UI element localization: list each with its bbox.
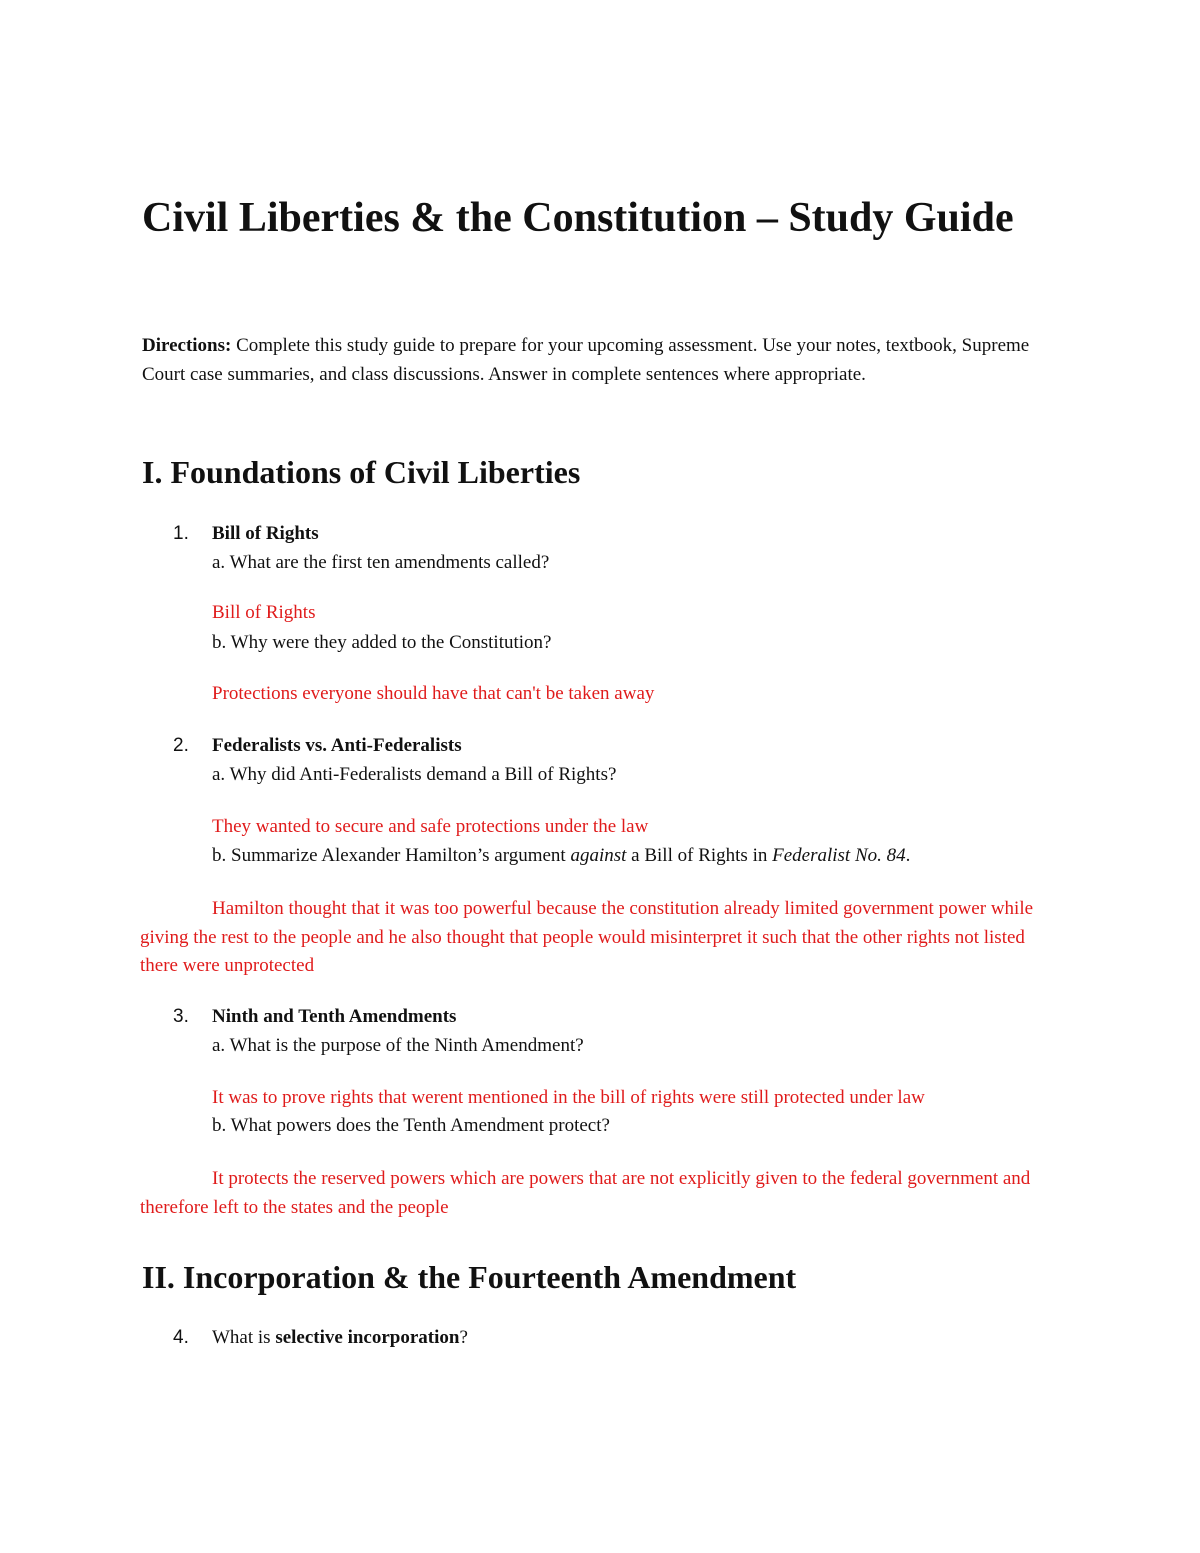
answer-paragraph: Hamilton thought that it was too powerful because the constitution already limited government power while giving the rest to the people and he also thought that people would misinterpret it such that the other rights not listed there were unprotected xyxy=(140,898,1034,976)
item-topic: Federalists vs. Anti-Federalists xyxy=(212,735,462,756)
question-text: a. What is the purpose of the Ninth Amendment? xyxy=(212,1035,584,1056)
question-text: What is selective incorporation? xyxy=(212,1327,468,1348)
answer-text: Protections everyone should have that can't be taken away xyxy=(212,683,655,704)
question-text: b. What powers does the Tenth Amendment protect? xyxy=(212,1115,610,1136)
section-heading-incorporation: II. Incorporation & the Fourteenth Amendment xyxy=(142,1259,797,1295)
item-number: 3. xyxy=(173,1006,189,1027)
question-text: a. Why did Anti-Federalists demand a Bill of Rights? xyxy=(212,764,617,785)
question-text: b. Summarize Alexander Hamilton’s argument against a Bill of Rights in Federalist No. 84. xyxy=(212,845,911,866)
directions-label: Directions: xyxy=(142,335,232,356)
section-heading-foundations: I. Foundations of Civil Liberties xyxy=(142,454,581,490)
directions-text: Complete this study guide to prepare for your upcoming assessment. Use your notes, textbook, Supreme Court case summaries, and class discussions. Answer in complete sentences where appropriate. xyxy=(142,335,1030,385)
answer-paragraph: It protects the reserved powers which are powers that are not explicitly given to the federal government and therefore left to the states and the people xyxy=(140,1168,1031,1218)
question-text: b. Why were they added to the Constitution? xyxy=(212,632,552,653)
item-topic: Bill of Rights xyxy=(212,523,319,544)
page-title: Civil Liberties & the Constitution – Study Guide xyxy=(142,195,1014,241)
item-number: 4. xyxy=(173,1327,189,1348)
question-text: a. What are the first ten amendments called? xyxy=(212,552,550,573)
item-number: 2. xyxy=(173,735,189,756)
item-topic: Ninth and Tenth Amendments xyxy=(212,1006,457,1027)
item-number: 1. xyxy=(173,523,189,544)
answer-text: They wanted to secure and safe protections under the law xyxy=(212,816,649,837)
answer-text: It was to prove rights that werent mentioned in the bill of rights were still protected under law xyxy=(212,1087,925,1108)
directions-paragraph xyxy=(142,331,1042,389)
answer-text: Bill of Rights xyxy=(212,602,316,623)
